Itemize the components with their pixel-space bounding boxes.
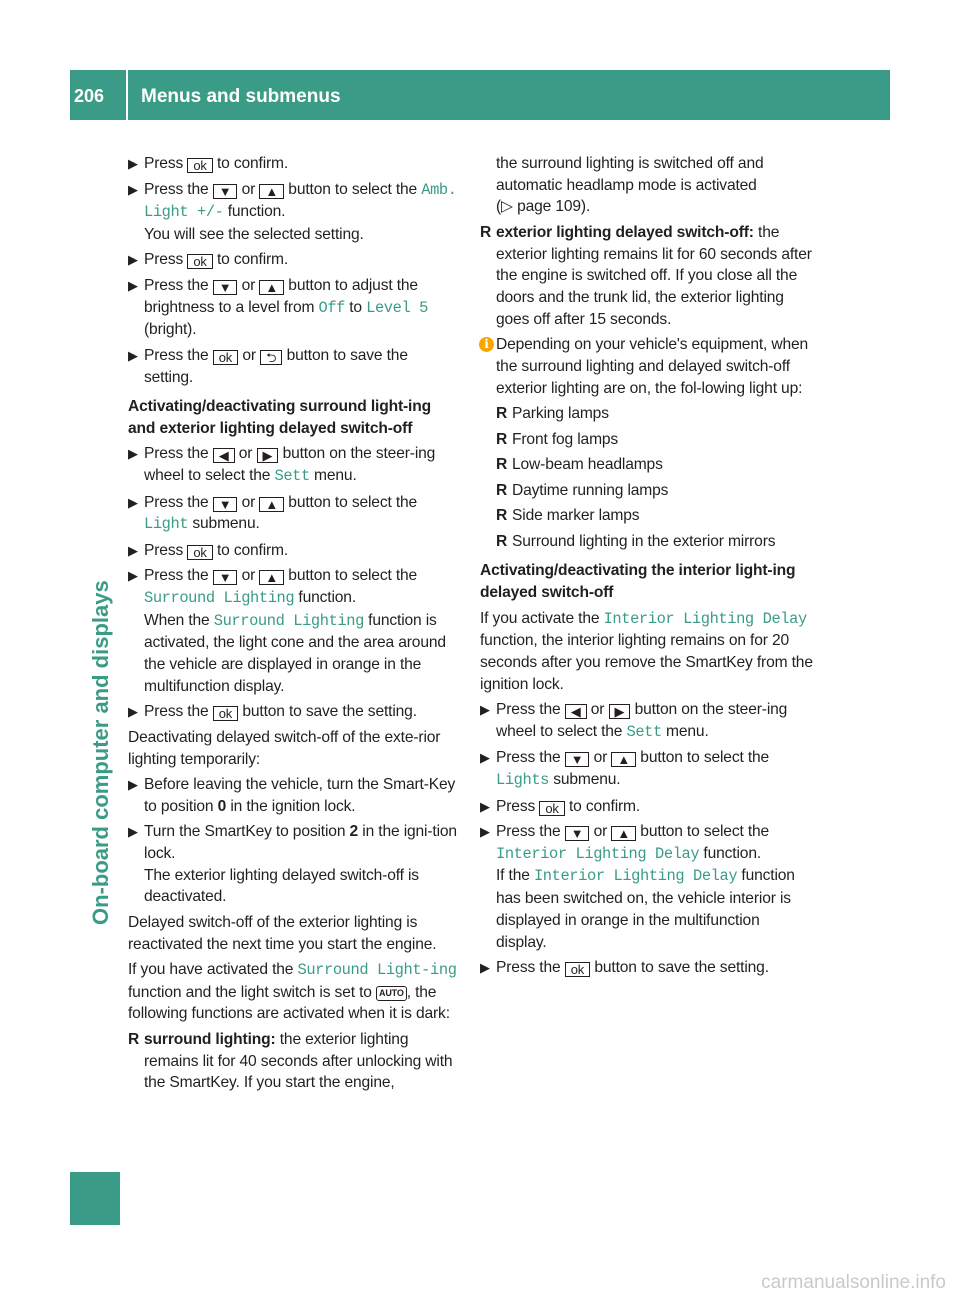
step-arrow-icon: ▶ — [128, 252, 138, 268]
left-button-icon: ◀ — [565, 704, 587, 719]
paragraph: Delayed switch-off of the exterior lighting is reactivated the next time you start the engine. — [128, 913, 437, 953]
step: ▶ Press ok to confirm. — [480, 797, 641, 816]
step: ▶ Press ok to confirm. — [128, 541, 289, 560]
ok-button-icon: ok — [213, 706, 238, 721]
bullet-icon: R — [128, 1030, 140, 1048]
bullet-icon: R — [496, 456, 508, 474]
list-item: R Low-beam headlamps — [480, 454, 813, 476]
ok-button-icon: ok — [187, 254, 212, 269]
step-arrow-icon: ▶ — [128, 277, 138, 293]
display-text: Surround Lighting — [144, 589, 295, 608]
display-text: Sett — [626, 722, 662, 741]
up-button-icon: ▲ — [259, 280, 284, 295]
up-button-icon: ▲ — [611, 752, 636, 767]
step: ▶ Press the ▼ or ▲ button to select the Lights submenu. — [480, 749, 770, 790]
down-button-icon: ▼ — [565, 826, 590, 841]
right-button-icon: ▶ — [609, 704, 631, 719]
up-button-icon: ▲ — [259, 570, 284, 585]
list-item: R Daytime running lamps — [480, 480, 813, 502]
ok-button-icon: ok — [187, 545, 212, 560]
list-item: R Front fog lamps — [480, 429, 813, 451]
ok-button-icon: ok — [213, 350, 238, 365]
step: ▶ Press the ok button to save the setting. — [480, 959, 769, 978]
info-note: i Depending on your vehicle's equipment, when the surround lighting and delayed switch-off exterior lighting are on, the fol-lowing light up: — [480, 334, 813, 399]
step: ▶ Press the ▼ or ▲ button to adjust the brightness to a level from Off to Level 5 (bright). — [128, 276, 428, 339]
chapter-marker — [70, 1172, 120, 1225]
step-arrow-icon: ▶ — [128, 494, 138, 510]
bullet-icon: R — [496, 507, 508, 525]
step: ▶ Press ok to confirm. — [128, 155, 289, 173]
bullet-icon: R — [496, 481, 508, 499]
page-number: 206 — [74, 86, 105, 106]
step: ▶ Turn the SmartKey to position 2 in the igni-tion lock. The exterior lighting delayed switch-off is deactivated. — [128, 823, 457, 906]
step: ▶ Press the ok button to save the setting. — [128, 703, 417, 722]
step-arrow-icon: ▶ — [480, 798, 490, 814]
step-arrow-icon: ▶ — [480, 702, 490, 718]
step: ▶ Press ok to confirm. — [128, 251, 289, 270]
paragraph: If you activate the Interior Lighting Delay function, the interior lighting remains on for 20 seconds after you remove the SmartKey from the ignition lock. — [480, 609, 813, 693]
right-button-icon: ▶ — [257, 448, 279, 463]
step-arrow-icon: ▶ — [128, 347, 138, 363]
up-button-icon: ▲ — [259, 497, 284, 512]
header-divider — [126, 70, 128, 120]
step-arrow-icon: ▶ — [480, 750, 490, 766]
info-icon: i — [479, 337, 494, 352]
step: ▶ Press the ▼ or ▲ button to select the Surround Lighting function. When the Surround Lighting function is activated, the light cone and the area around the vehicle are displayed in orange in the multifunction display. — [128, 567, 446, 695]
step-arrow-icon: ▶ — [480, 824, 490, 840]
step: ▶ Press the ◀ or ▶ button on the steer-ing wheel to select the Sett menu. — [480, 701, 788, 741]
step-arrow-icon: ▶ — [128, 446, 138, 462]
display-text: Level 5 — [366, 298, 428, 317]
left-button-icon: ◀ — [213, 448, 235, 463]
back-button-icon: ⮌ — [260, 350, 282, 365]
list-item: R surround lighting: the exterior lighting remains lit for 40 seconds after unlocking with the SmartKey. If you start the engine, — [128, 1030, 453, 1092]
up-button-icon: ▲ — [259, 184, 284, 199]
bullet-icon: R — [496, 405, 508, 423]
step: ▶ Press the ▼ or ▲ button to select the Light submenu. — [128, 493, 418, 534]
step-arrow-icon: ▶ — [128, 777, 138, 793]
step-arrow-icon: ▶ — [128, 568, 138, 584]
right-column — [480, 153, 813, 983]
step: ▶ Press the ok or ⮌ button to save the setting. — [128, 346, 408, 386]
section-title: Menus and submenus — [141, 86, 341, 107]
section-heading: Activating/deactivating the interior light-ing delayed switch-off — [480, 562, 796, 602]
display-text: Interior Lighting Delay — [496, 844, 700, 863]
display-text: Lights — [496, 771, 550, 790]
display-text: Surround Lighting — [213, 611, 364, 630]
down-button-icon: ▼ — [213, 570, 238, 585]
display-text: Sett — [274, 467, 310, 486]
display-text: Light — [144, 515, 189, 534]
step-arrow-icon: ▶ — [480, 960, 490, 976]
step: ▶ Press the ▼ or ▲ button to select the Amb. Light +/- function. You will see the selected setting. — [128, 180, 457, 243]
section-heading: Activating/deactivating surround light-ing and exterior lighting delayed switch-off — [128, 398, 431, 437]
down-button-icon: ▼ — [565, 752, 590, 767]
auto-light-icon: AUTO — [376, 986, 407, 1001]
display-text: Off — [318, 298, 346, 317]
list-item: R Surround lighting in the exterior mirrors — [480, 531, 813, 553]
step-arrow-icon: ▶ — [128, 704, 138, 720]
bullet-icon: R — [496, 532, 508, 550]
down-button-icon: ▼ — [213, 184, 238, 199]
chapter-label: On-board computer and displays — [88, 580, 113, 925]
display-text: Interior Lighting Delay — [603, 609, 807, 628]
step-arrow-icon: ▶ — [128, 542, 138, 558]
step: ▶ Press the ▼ or ▲ button to select the Interior Lighting Delay function. If the Interior Lighting Delay function has been switched on, the vehicle interior is displayed in orange in the multifunction display. — [480, 823, 795, 951]
bullet-icon: R — [496, 430, 508, 448]
list-item: R Side marker lamps — [480, 505, 813, 527]
step-arrow-icon: ▶ — [128, 156, 138, 171]
left-column — [128, 153, 461, 1098]
bullet-icon: R — [480, 223, 492, 241]
up-button-icon: ▲ — [611, 826, 636, 841]
list-item-continued: the surround lighting is switched off and automatic headlamp mode is activated (▷ page 109). — [496, 155, 764, 216]
list-item: R Parking lamps — [480, 403, 813, 425]
ok-button-icon: ok — [187, 158, 212, 173]
display-text: Amb. Light +/- — [144, 180, 457, 222]
step-arrow-icon: ▶ — [128, 824, 138, 840]
watermark: carmanualsonline.info — [761, 1272, 946, 1293]
ok-button-icon: ok — [565, 962, 590, 977]
step: ▶ Press the ◀ or ▶ button on the steer-ing wheel to select the Sett menu. — [128, 445, 436, 486]
list-item: R exterior lighting delayed switch-off: the exterior lighting remains lit for 60 seconds after the engine is switched off. If you close all the doors and the trunk lid, the exterior lighting goes off after 15 seconds. — [480, 223, 812, 328]
paragraph: If you have activated the Surround Light‐ing function and the light switch is set to AUTO , the following functions are activated when it is dark: — [128, 961, 457, 1023]
ok-button-icon: ok — [539, 801, 564, 816]
display-text: Interior Lighting Delay — [533, 867, 738, 886]
down-button-icon: ▼ — [213, 497, 238, 512]
display-text: Surround Light‐ing — [297, 961, 457, 980]
paragraph: Deactivating delayed switch-off of the exte-rior lighting temporarily: — [128, 728, 441, 768]
step: ▶ Before leaving the vehicle, turn the Smart-Key to position 0 in the ignition lock. — [128, 776, 456, 815]
step-arrow-icon: ▶ — [128, 181, 138, 197]
down-button-icon: ▼ — [213, 280, 238, 295]
